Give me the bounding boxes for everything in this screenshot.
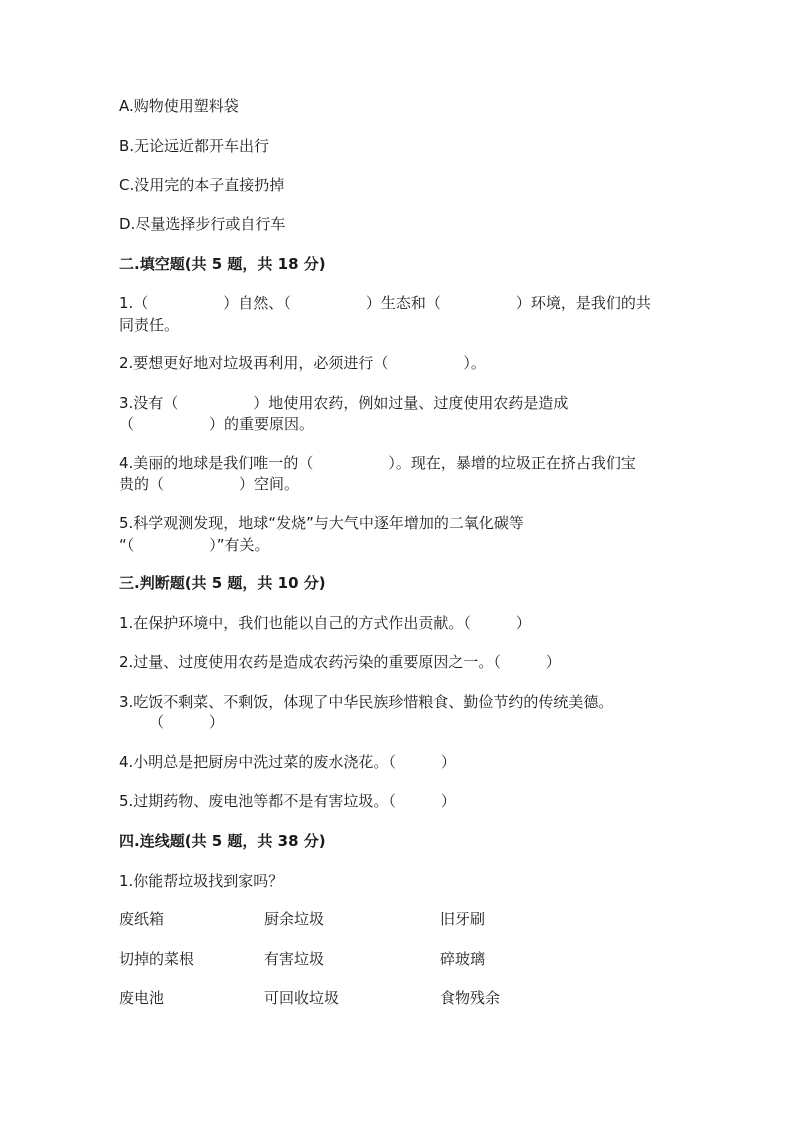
- judge-q3-line2: （ ）: [149, 713, 225, 731]
- option-a: A.购物使用塑料袋: [119, 97, 239, 115]
- judge-section-heading: 三.判断题(共 5 题，共 10 分): [119, 574, 326, 592]
- fill-q5-line1: 5.科学观测发现，地球“发烧”与大气中逐年增加的二氧化碳等: [119, 514, 524, 532]
- judge-q1: 1.在保护环境中，我们也能以自己的方式作出贡献。（ ）: [119, 614, 531, 632]
- fill-q3-line1: 3.没有（ ）地使用农药，例如过量、过度使用农药是造成: [119, 394, 569, 412]
- match-item[interactable]: 废纸箱: [119, 910, 165, 928]
- match-item[interactable]: 碎玻璃: [440, 950, 486, 968]
- fill-q5-line2: “（ ）”有关。: [119, 536, 270, 554]
- match-category[interactable]: 可回收垃圾: [264, 989, 340, 1007]
- judge-q2: 2.过量、过度使用农药是造成农药污染的重要原因之一。（ ）: [119, 653, 561, 671]
- fill-q4-line2: 贵的（ ）空间。: [119, 475, 300, 493]
- option-c: C.没用完的本子直接扔掉: [119, 176, 285, 194]
- fill-q2-line1: 2.要想更好地对垃圾再利用，必须进行（ ）。: [119, 354, 486, 372]
- match-category[interactable]: 厨余垃圾: [264, 910, 325, 928]
- match-item[interactable]: 旧牙刷: [440, 910, 486, 928]
- judge-q3-line1: 3.吃饭不剩菜、不剩饭，体现了中华民族珍惜粮食、勤俭节约的传统美德。: [119, 693, 614, 711]
- fill-section-heading: 二.填空题(共 5 题，共 18 分): [119, 255, 326, 273]
- option-b: B.无论远近都开车出行: [119, 137, 270, 155]
- fill-q1-line2: 同责任。: [119, 316, 180, 334]
- option-d: D.尽量选择步行或自行车: [119, 215, 286, 233]
- fill-q3-line2: （ ）的重要原因。: [119, 415, 315, 433]
- fill-q1-line1: 1.（ ）自然、（ ）生态和（ ）环境，是我们的共: [119, 294, 651, 312]
- match-section-heading: 四.连线题(共 5 题，共 38 分): [119, 832, 326, 850]
- match-item[interactable]: 切掉的菜根: [119, 950, 195, 968]
- match-category[interactable]: 有害垃圾: [264, 950, 325, 968]
- match-q1: 1.你能帮垃圾找到家吗？: [119, 872, 284, 890]
- judge-q4: 4.小明总是把厨房中洗过菜的废水浇花。（ ）: [119, 753, 456, 771]
- match-item[interactable]: 废电池: [119, 989, 165, 1007]
- match-item[interactable]: 食物残余: [440, 989, 501, 1007]
- judge-q5: 5.过期药物、废电池等都不是有害垃圾。（ ）: [119, 792, 456, 810]
- fill-q4-line1: 4.美丽的地球是我们唯一的（ ）。现在，暴增的垃圾正在挤占我们宝: [119, 454, 636, 472]
